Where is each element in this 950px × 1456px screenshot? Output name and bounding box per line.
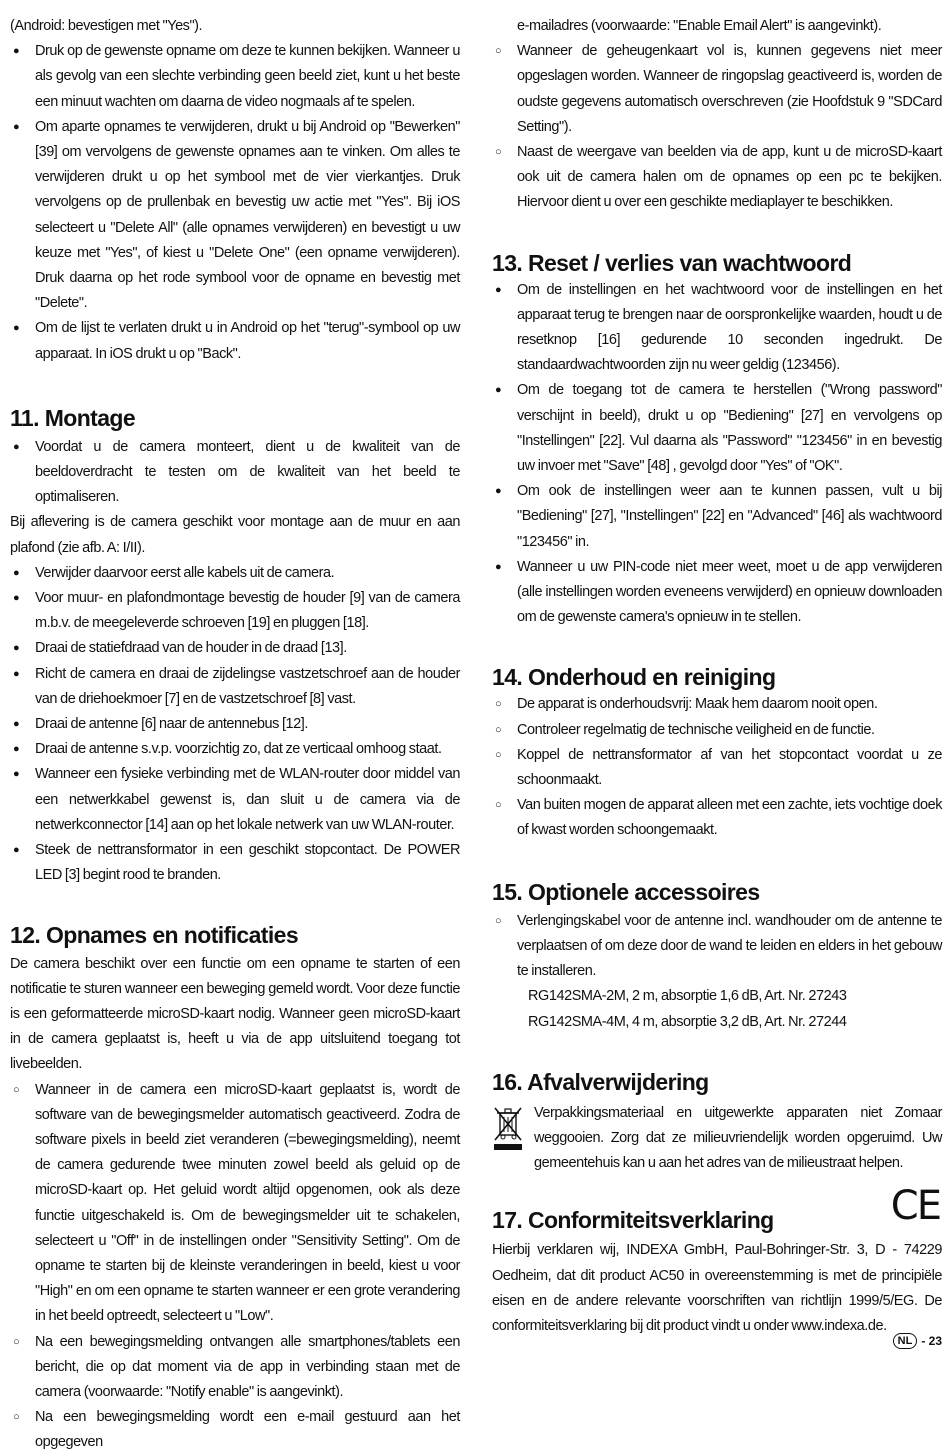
list-item: ○ Van buiten mogen de apparat alleen met een zachte, iets vochtige doek of kwast worden schoongemaakt. <box>492 793 942 843</box>
bullet-circle-icon: ○ <box>495 748 502 761</box>
page-footer <box>893 1333 942 1349</box>
section-12-heading: 12. Opnames en notificaties <box>10 921 299 948</box>
list-item: ● Druk op de gewenste opname om deze te kunnen bekijken. Wanneer u als gevolg van een slechte verbinding geen beeld ziet, kunt u het beste een minuut wachten om daarna de video nogmaals af te spelen. <box>10 39 460 115</box>
bullet-circle-icon: ○ <box>13 1411 20 1424</box>
bullet-dot-icon: ● <box>13 844 20 857</box>
section-11-heading: 11. Montage <box>10 404 136 431</box>
intro-bullet-list <box>10 39 460 367</box>
bullet-dot-icon: ● <box>13 718 20 731</box>
bullet-dot-icon: ● <box>13 120 20 133</box>
intro-continuation: (Android: bevestigen met "Yes"). <box>10 18 203 34</box>
bullet-circle-icon: ○ <box>13 1083 20 1096</box>
bullet-dot-icon: ● <box>495 560 502 573</box>
accessory-line: RG142SMA-4M, 4 m, absorptie 3,2 dB, Art. Nr. 27244 <box>528 1013 847 1030</box>
disposal-block <box>492 1101 942 1177</box>
section-14-list <box>492 692 942 843</box>
list-item: ● Wanneer een fysieke verbinding met de WLAN-router door middel van een netwerkkabel gewenst is, dan sluit u de camera via de netwerkconnector [14] aan op het lokale netwerk van uw WLAN-router. <box>10 762 460 838</box>
section-12-list <box>10 1078 460 1456</box>
list-item: ● Voordat u de camera monteert, dient u de kwaliteit van de beeldoverdracht te testen om de kwaliteit van het beeld te optimaliseren. <box>10 435 460 511</box>
right-column <box>492 14 942 1339</box>
list-item: ● Draai de antenne s.v.p. voorzichtig zo, dat ze verticaal omhoog staat. <box>10 737 460 762</box>
list-item: ○ Verlengingskabel voor de antenne incl. wandhouder om de antenne te verplaatsen of om deze door de wand te leiden en elders in het gebouw te installeren. <box>492 909 942 985</box>
section-15-heading: 15. Optionele accessoires <box>492 878 760 905</box>
list-item: ● Wanneer u uw PIN-code niet meer weet, moet u de app verwijderen (alle instellingen worden eveneens verwijderd) en opnieuw downloaden om de gewenste camera's opnieuw in te stellen. <box>492 555 942 631</box>
section-16-heading: 16. Afvalverwijdering <box>492 1068 709 1095</box>
section-16-paragraph: Verpakkingsmateriaal en uitgewerkte apparaten niet Zomaar weggooien. Zorg dat ze milieuvriendelijk worden opgeruimd. Uw gemeentehuis kan u aan het adres van de milieustraat helpen. <box>534 1104 942 1172</box>
list-item: ○ Na een bewegingsmelding ontvangen alle smartphones/tablets een bericht, die op dat moment via de app in verbinding staan met de camera (voorwaarde: "Notify enable" is aangevinkt). <box>10 1330 460 1406</box>
section-17-paragraph: Hierbij verklaren wij, INDEXA GmbH, Paul-Bohringer-Str. 3, D - 74229 Oedheim, dat dit product AC50 in overeenstemming is met de principiële eisen en de andere relevante voorschriften van richtlijn 1999/5/EG. De conformiteitsverklaring bij dit product vindt u onder www.indexa.de. <box>492 1242 942 1334</box>
bullet-circle-icon: ○ <box>495 799 502 812</box>
list-item: ● Richt de camera en draai de zijdelingse vastzetschroef aan de houder van de driehoekmoer [7] en de vastzetschroef [8] vast. <box>10 662 460 712</box>
bullet-dot-icon: ● <box>495 485 502 498</box>
bullet-circle-icon: ○ <box>495 146 502 159</box>
accessory-line: RG142SMA-2M, 2 m, absorptie 1,6 dB, Art. Nr. 27243 <box>528 988 847 1005</box>
bullet-circle-icon: ○ <box>495 698 502 711</box>
bullet-dot-icon: ● <box>13 566 20 579</box>
page-number: - 23 <box>921 1334 942 1348</box>
list-item: ○ Koppel de nettransformator af van het stopcontact voordat u ze schoonmaakt. <box>492 743 942 793</box>
section-12-paragraph: De camera beschikt over een functie om een opname te starten of een notificatie te sturen wanneer een beweging gemeld wordt. Voor deze functie is een geformatteerde microSD-kaart nodig. Wanneer geen microSD-kaart in de camera geplaatst is, heeft u via de app uitsluitend toegang tot livebeelden. <box>10 955 460 1073</box>
list-item: ○ Wanneer de geheugenkaart vol is, kunnen gegevens niet meer opgeslagen worden. Wanneer de ringopslag geactiveerd is, worden de oudste gegevens automatisch overschreven (zie Hoofdstuk 9 "SDCard Setting"). <box>492 39 942 140</box>
section-13-heading: 13. Reset / verlies van wachtwoord <box>492 249 852 276</box>
list-item: ● Om de instellingen en het wachtwoord voor de instellingen en het apparaat terug te brengen naar de oorspronkelijke waarden, houdt u de resetknop [16] gedurende 10 seconden ingedrukt. De standaardwachtwoorden zijn nu weer geldig (123456). <box>492 278 942 379</box>
section-11-list <box>10 561 460 889</box>
section-14-heading: 14. Onderhoud en reiniging <box>492 664 776 691</box>
section-11-paragraph: Bij aflevering is de camera geschikt voor montage aan de muur en aan plafond (zie afb. A: I/II). <box>10 514 460 556</box>
list-item: ● Om ook de instellingen weer aan te kunnen passen, vult u bij "Bediening" [27], "Instellingen" [22] en "Advanced" [46] als wachtwoord "123456" in. <box>492 479 942 555</box>
bullet-dot-icon: ● <box>13 322 20 335</box>
bullet-dot-icon: ● <box>13 768 20 781</box>
list-item: ○ Naast de weergave van beelden via de app, kunt u de microSD-kaart ook uit de camera halen om de opnames op een pc te bekijken. Hiervoor dient u over een geschikte mediaplayer te beschikken. <box>492 140 942 216</box>
bullet-dot-icon: ● <box>495 283 502 296</box>
list-item: ● Om aparte opnames te verwijderen, drukt u bij Android op "Bewerken" [39] om vervolgens de gewenste opnames aan te vinken. Om alles te verwijderen drukt u op het symbool met de vier vierkantjes. Druk vervolgens op de prullenbak en bevestig uw actie met "Yes". Bij iOS selecteert u "Delete All" (alle opnames verwijderen) en bevestigt u uw keuze met "Yes", of kiest u "Delete One" (een opname verwijderen). Druk daarna op het rode symbool voor de opname en bevestig met "Delete". <box>10 115 460 317</box>
list-item: ● Voor muur- en plafondmontage bevestig de houder [9] van de camera m.b.v. de meegeleverde schroeven [19] en pluggen [18]. <box>10 586 460 636</box>
bullet-dot-icon: ● <box>13 45 20 58</box>
list-item: ○ Wanneer in de camera een microSD-kaart geplaatst is, wordt de software van de bewegingsmelder automatisch geactiveerd. Zodra de software pixels in beeld ziet veranderen (=bewegingsmelding), neemt de camera gedurende twee minuten zowel beeld als geluid op de microSD-kaart op. Het geluid wordt altijd opgenomen, ook als deze functie uitgeschakeld is. Om de bewegingsmelder uit te schakelen, selecteert u "Off" in de instellingen onder "Sensitivity Setting". Om de opname te starten bij de kleinste veranderingen in beeld, kiest u voor "High" en om een opname te starten wanneer er een grote verandering in het beeld optreedt, selecteert u "Low". <box>10 1078 460 1330</box>
bullet-dot-icon: ● <box>13 642 20 655</box>
list-item: ○ De apparat is onderhoudsvrij: Maak hem daarom nooit open. <box>492 692 942 717</box>
list-item: ● Draai de antenne [6] naar de antennebus [12]. <box>10 712 460 737</box>
bullet-dot-icon: ● <box>13 592 20 605</box>
language-badge: NL <box>893 1333 918 1349</box>
list-item: ● Draai de statiefdraad van de houder in de draad [13]. <box>10 636 460 661</box>
bullet-circle-icon: ○ <box>495 723 502 736</box>
list-item: ● Om de lijst te verlaten drukt u in Android op het "terug"-symbool op uw apparaat. In iOS drukt u op "Back". <box>10 316 460 366</box>
section-17-heading-row <box>492 1183 942 1234</box>
bullet-dot-icon: ● <box>13 667 20 680</box>
bullet-dot-icon: ● <box>13 440 20 453</box>
list-item: ● Steek de nettransformator in een geschikt stopcontact. De POWER LED [3] begint rood te branden. <box>10 838 460 888</box>
list-item: ○ Controleer regelmatig de technische veiligheid en de functie. <box>492 718 942 743</box>
list-item-continuation: e-mailadres (voorwaarde: "Enable Email Alert" is aangevinkt). <box>517 18 882 34</box>
list-item: ○ Na een bewegingsmelding wordt een e-mail gestuurd aan het opgegeven <box>10 1405 460 1455</box>
section-11-first-list <box>10 435 460 511</box>
section-17-heading: 17. Conformiteitsverklaring <box>492 1207 774 1234</box>
list-item: ● Om de toegang tot de camera te herstellen ("Wrong password" verschijnt in beeld), drukt u op "Bediening" [27] en vervolgens op "Instellingen" [22]. Vul daarna als "Password" "123456" in en bevestig uw invoer met "Save" [48] , gevolgd door "Yes" of "OK". <box>492 378 942 479</box>
bullet-circle-icon: ○ <box>495 45 502 58</box>
left-column <box>10 14 460 1456</box>
crossed-bin-icon <box>492 1105 524 1151</box>
ce-mark-logo: CE <box>890 1183 940 1230</box>
bullet-circle-icon: ○ <box>495 914 502 927</box>
section-13-list <box>492 278 942 631</box>
list-item: ● Verwijder daarvoor eerst alle kabels uit de camera. <box>10 561 460 586</box>
bullet-dot-icon: ● <box>13 743 20 756</box>
section-15-list <box>492 909 942 985</box>
bullet-circle-icon: ○ <box>13 1335 20 1348</box>
bullet-dot-icon: ● <box>495 384 502 397</box>
section-12-list-continued <box>492 39 942 215</box>
